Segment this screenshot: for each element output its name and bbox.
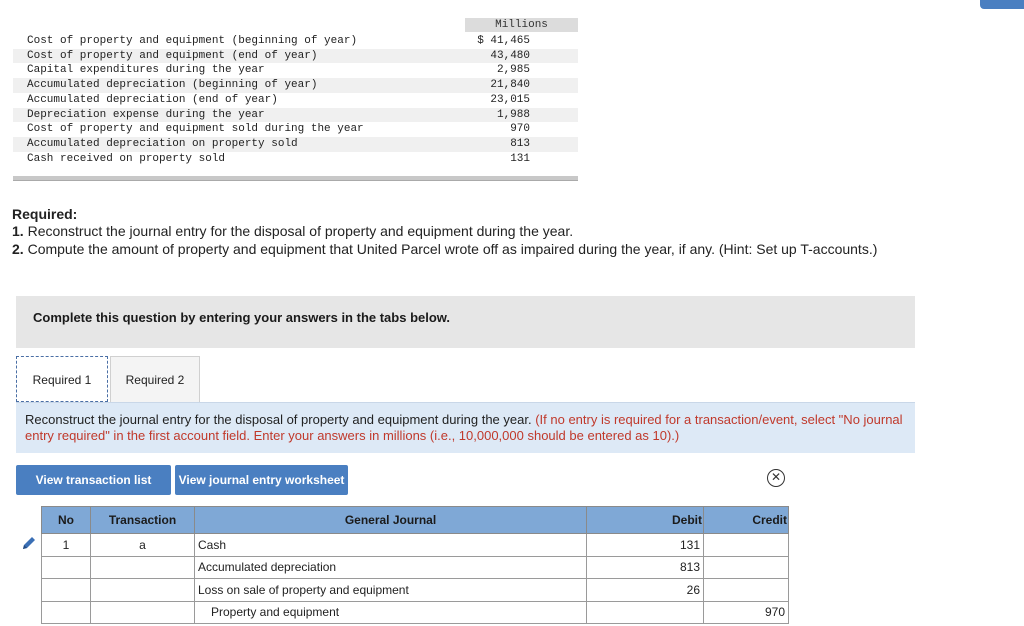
task-note: (If no entry is required for a transaction/event, select "No journal entry required" in the first account field. Enter your answers in millions (i.e., 10,000,000 should be entered as 10).) bbox=[25, 412, 903, 443]
tab-required-1[interactable]: Required 1 bbox=[16, 356, 108, 402]
data-table-bottom-border bbox=[13, 176, 578, 181]
header-no: No bbox=[42, 507, 91, 534]
credit-cell[interactable] bbox=[704, 534, 789, 557]
header-debit: Debit bbox=[587, 507, 704, 534]
data-row: Accumulated depreciation on property sold 813 bbox=[13, 137, 578, 152]
row-no bbox=[42, 601, 91, 624]
account-cell[interactable]: Accumulated depreciation bbox=[195, 556, 587, 579]
required-title: Required: bbox=[12, 206, 78, 222]
data-row: Cost of property and equipment (end of year) 43,480 bbox=[13, 49, 578, 64]
row-transaction: a bbox=[91, 534, 195, 557]
task-instructions bbox=[16, 402, 915, 453]
account-cell[interactable]: Cash bbox=[195, 534, 587, 557]
row-no bbox=[42, 579, 91, 602]
instruction-text: Complete this question by entering your answers in the tabs below. bbox=[33, 310, 451, 325]
row-no: 1 bbox=[42, 534, 91, 557]
credit-cell[interactable]: 970 bbox=[704, 601, 789, 624]
journal-row bbox=[42, 601, 789, 624]
task-text: Reconstruct the journal entry for the disposal of property and equipment during the year. bbox=[25, 412, 532, 427]
credit-cell[interactable] bbox=[704, 556, 789, 579]
close-icon[interactable]: ✕ bbox=[767, 469, 785, 487]
millions-header: Millions bbox=[495, 19, 548, 31]
row-transaction bbox=[91, 601, 195, 624]
tab-required-2[interactable]: Required 2 bbox=[110, 356, 200, 402]
data-row: Accumulated depreciation (beginning of year) 21,840 bbox=[13, 78, 578, 93]
required-item-2: 2. Compute the amount of property and equipment that United Parcel wrote off as impaired during the year, if any. (Hint: Set up T-accounts.) bbox=[12, 241, 878, 257]
journal-row bbox=[42, 534, 789, 557]
data-row: Depreciation expense during the year 1,988 bbox=[13, 108, 578, 123]
debit-cell[interactable]: 131 bbox=[587, 534, 704, 557]
account-cell[interactable]: Loss on sale of property and equipment bbox=[195, 579, 587, 602]
credit-cell[interactable] bbox=[704, 579, 789, 602]
debit-cell[interactable]: 813 bbox=[587, 556, 704, 579]
data-row: Accumulated depreciation (end of year) 23,015 bbox=[27, 93, 530, 106]
top-right-corner-tab bbox=[980, 0, 1024, 9]
header-general-journal: General Journal bbox=[195, 507, 587, 534]
header-credit: Credit bbox=[704, 507, 789, 534]
required-item-1: 1. Reconstruct the journal entry for the disposal of property and equipment during the year. bbox=[12, 223, 574, 239]
pencil-edit-icon[interactable] bbox=[21, 535, 37, 551]
row-transaction bbox=[91, 579, 195, 602]
view-transaction-list-button[interactable]: View transaction list bbox=[16, 465, 171, 495]
data-row: Cost of property and equipment sold during the year 970 bbox=[27, 123, 530, 136]
instruction-banner bbox=[16, 296, 915, 348]
view-journal-entry-worksheet-button[interactable]: View journal entry worksheet bbox=[175, 465, 348, 495]
debit-cell[interactable] bbox=[587, 601, 704, 624]
journal-row bbox=[42, 556, 789, 579]
journal-row bbox=[42, 579, 789, 602]
data-row: Cash received on property sold 131 bbox=[27, 152, 530, 165]
debit-cell[interactable]: 26 bbox=[587, 579, 704, 602]
journal-table bbox=[41, 506, 789, 624]
row-transaction bbox=[91, 556, 195, 579]
data-row: Capital expenditures during the year 2,985 bbox=[27, 64, 530, 77]
data-table-header bbox=[13, 18, 578, 32]
header-transaction: Transaction bbox=[91, 507, 195, 534]
row-no bbox=[42, 556, 91, 579]
account-cell[interactable]: Property and equipment bbox=[195, 601, 587, 624]
data-row: Cost of property and equipment (beginning of year) $ 41,465 bbox=[27, 35, 530, 47]
